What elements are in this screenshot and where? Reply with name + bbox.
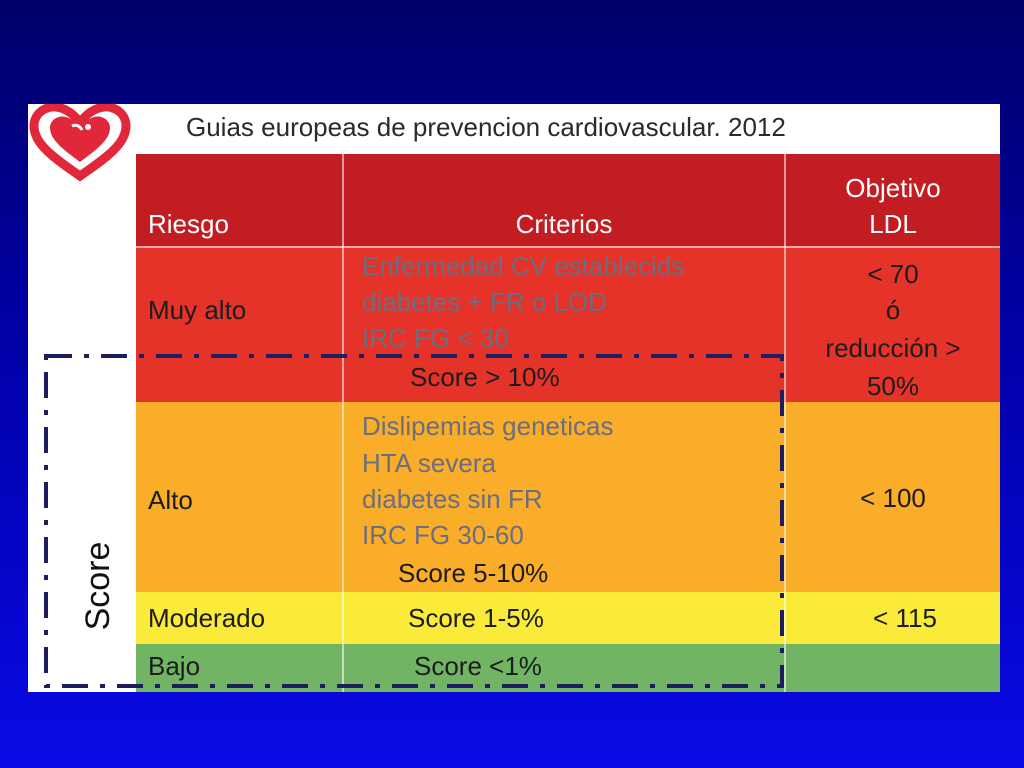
criterio-alto-4: IRC FG 30-60 — [362, 520, 524, 550]
riesgo-moderado: Moderado — [148, 603, 266, 633]
criterio-muy-alto-1: Enfermedad CV establecids — [362, 251, 685, 281]
riesgo-bajo: Bajo — [148, 651, 201, 681]
criterio-muy-alto-3: IRC FG < 30 — [362, 323, 509, 353]
score-moderado: Score 1-5% — [408, 603, 544, 633]
slide-title: Guias europeas de prevencion cardiovascular. 2012 — [186, 112, 786, 142]
objetivo-muy-alto-3: reducción > — [825, 333, 961, 363]
score-bracket-label: Score — [79, 541, 117, 631]
criterio-muy-alto-2: diabetes + FR o LOD — [362, 287, 607, 317]
criterio-alto-3: diabetes sin FR — [362, 484, 543, 514]
header-objetivo-line2: LDL — [869, 209, 917, 239]
riesgo-alto: Alto — [148, 485, 193, 515]
header-riesgo: Riesgo — [148, 209, 229, 239]
objetivo-muy-alto-1: < 70 — [867, 259, 919, 289]
riesgo-muy-alto: Muy alto — [148, 295, 247, 325]
score-muy-alto: Score > 10% — [410, 362, 560, 392]
score-bracket-frame — [28, 104, 1000, 692]
objetivo-muy-alto-4: 50% — [866, 371, 920, 401]
score-alto: Score 5-10% — [398, 558, 549, 588]
criterio-alto-1: Dislipemias geneticas — [362, 411, 614, 441]
header-criterios: Criterios — [515, 209, 613, 239]
slide-panel — [28, 104, 1000, 692]
criterio-alto-2: HTA severa — [362, 448, 496, 478]
header-objetivo-line1: Objetivo — [845, 173, 941, 203]
score-bajo: Score <1% — [414, 651, 542, 681]
objetivo-muy-alto-2: ó — [885, 295, 901, 325]
objetivo-moderado: < 115 — [873, 603, 937, 633]
objetivo-alto: < 100 — [860, 483, 926, 513]
